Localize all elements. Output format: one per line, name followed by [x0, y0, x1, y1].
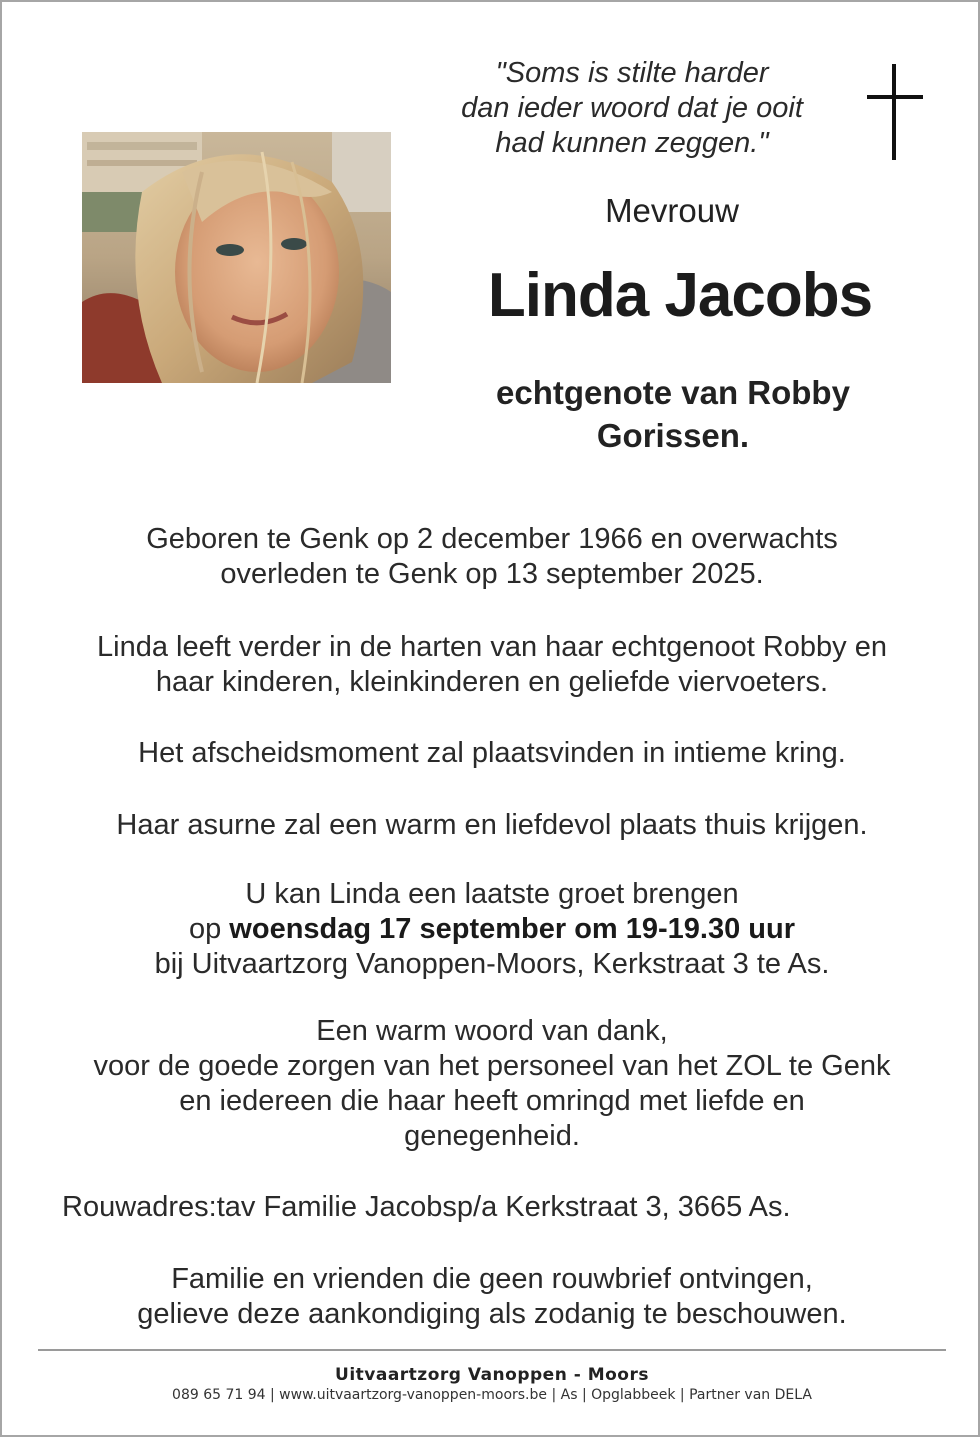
- thanks-paragraph: [42, 1014, 942, 1154]
- thanks-line-3: en iedereen die haar heeft omringd met liefde en: [179, 1085, 805, 1117]
- honorific: Mevrouw: [605, 192, 739, 229]
- mourning-address: Rouwadres:tav Familie Jacobsp/a Kerkstraat 3, 3665 As.: [62, 1191, 791, 1223]
- visit-line-2: [42, 912, 942, 947]
- birth-line-1: Geboren te Genk op 2 december 1966 en overwachts: [146, 523, 838, 555]
- cross-icon: [867, 64, 923, 165]
- notice-paragraph: [42, 1262, 942, 1332]
- family-line-2: haar kinderen, kleinkinderen en geliefde viervoeters.: [155, 666, 829, 698]
- birth-line-2: overleden te Genk op 13 september 2025.: [220, 558, 764, 590]
- visit-date: woensdag 17 september om 19-19.30 uur: [229, 913, 796, 945]
- thanks-line-4: genegenheid.: [404, 1120, 580, 1152]
- deceased-name: Linda Jacobs: [487, 261, 873, 330]
- birth-death-paragraph: [42, 522, 942, 592]
- farewell-paragraph: Het afscheidsmoment zal plaatsvinden in intieme kring.: [138, 737, 846, 769]
- thanks-line-2: voor de goede zorgen van het personeel van het ZOL te Genk: [93, 1050, 891, 1082]
- portrait-photo: [82, 132, 391, 383]
- thanks-line-1: Een warm woord van dank,: [316, 1015, 668, 1047]
- visit-line-1: U kan Linda een laatste groet brengen: [245, 878, 739, 910]
- visit-prefix: op: [188, 913, 230, 945]
- footer-divider: [38, 1349, 946, 1351]
- spouse-line-1: echtgenote van Robby: [496, 374, 850, 411]
- visit-line-3: bij Uitvaartzorg Vanoppen-Moors, Kerkstraat 3 te As.: [154, 948, 830, 980]
- quote: "Soms is stilte harder dan ieder woord dat je ooit had kunnen zeggen.": [461, 57, 803, 159]
- spouse-relation: [442, 371, 904, 457]
- family-line-1: Linda leeft verder in de harten van haar echtgenoot Robby en: [97, 631, 887, 663]
- spouse-line-2: Gorissen.: [596, 417, 750, 454]
- notice-line-1: Familie en vrienden die geen rouwbrief ontvingen,: [171, 1263, 813, 1295]
- notice-line-2: gelieve deze aankondiging als zodanig te beschouwen.: [137, 1298, 847, 1330]
- visitation-paragraph: [42, 877, 942, 982]
- family-paragraph: [42, 630, 942, 700]
- funeral-home-contact: 089 65 71 94 | www.uitvaartzorg-vanoppen-moors.be | As | Opglabbeek | Partner van DELA: [172, 1387, 812, 1403]
- urn-paragraph: Haar asurne zal een warm en liefdevol plaats thuis krijgen.: [116, 809, 868, 841]
- funeral-home-name: Uitvaartzorg Vanoppen - Moors: [335, 1365, 649, 1385]
